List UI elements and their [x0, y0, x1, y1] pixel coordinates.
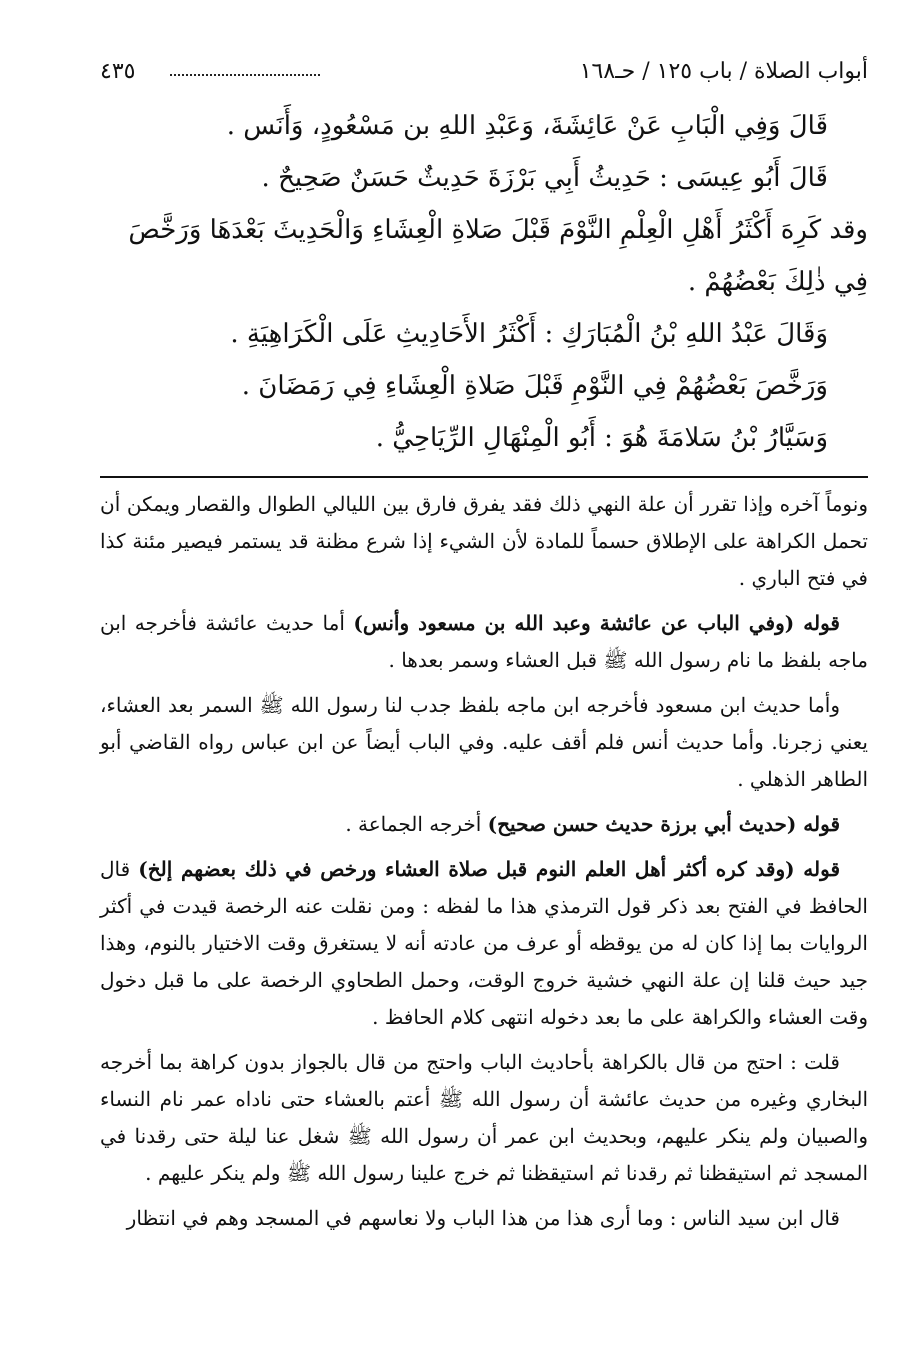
quoted-heading: قوله (حديث أبي برزة حديث حسن صحيح)	[487, 812, 840, 836]
commentary-paragraph-2	[100, 605, 868, 679]
commentary-paragraph-3: وأما حديث ابن مسعود فأخرجه ابن ماجه بلفظ جدب لنا رسول الله ﷺ السمر بعد العشاء، يعني زجرنا. وأما حديث أنس فلم أقف عليه. وفي الباب أيضاً عن ابن عباس رواه القاضي أبو الطاهر الذهلي .	[100, 693, 868, 791]
matn-line-6: وَسَيَّارُ بْنُ سَلامَةَ هُوَ : أَبُو الْمِنْهَالِ الرِّيَاحِيُّ .	[375, 423, 828, 453]
commentary-text	[100, 486, 868, 1245]
matn-line-1: قَالَ وَفِي الْبَابِ عَنْ عَائِشَةَ، وَعَبْدِ اللهِ بن مَسْعُودٍ، وَأَنَس .	[226, 111, 828, 141]
commentary-paragraph-7: قال ابن سيد الناس : وما أرى هذا من هذا الباب ولا نعاسهم في المسجد وهم في انتظار	[126, 1206, 840, 1230]
running-title: أبواب الصلاة / باب ١٢٥ / حـ١٦٨	[579, 59, 868, 84]
commentary-body: قال الحافظ في الفتح بعد ذكر قول الترمذي هذا ما لفظه : ومن نقلت عنه الرخصة قيدت في أكثر الروايات بما إذا كان له من يوقظه أو عرف من عادته أنه لا يستغرق وقت الاختيار بالنوم، وهذا جيد حيث قلنا إن علة النهي خشية خروج الوقت، وحمل الطحاوي الرخصة على ما قبل دخول وقت العشاء والكراهة على ما بعد دخوله انتهى كلام الحافظ .	[100, 857, 868, 1029]
matn-line-3: وقد كَرِهَ أَكْثَرُ أَهْلِ الْعِلْمِ النَّوْمَ قَبْلَ صَلاةِ الْعِشَاءِ وَالْحَدِيثَ بَعْدَهَا وَرَخَّصَ فِي ذٰلِكَ بَعْضُهُمْ .	[128, 215, 868, 297]
quoted-heading: قوله (وقد كره أكثر أهل العلم النوم قبل صلاة العشاء ورخص في ذلك بعضهم إلخ)	[138, 857, 841, 881]
matn-line-2: قَالَ أَبُو عِيسَى : حَدِيثُ أَبِي بَرْزَةَ حَدِيثٌ حَسَنٌ صَحِيحٌ .	[261, 163, 828, 193]
commentary-paragraph-6: قلت : احتج من قال بالكراهة بأحاديث الباب واحتج من قال بالجواز بدون كراهة بما أخرجه البخاري وغيره من حديث عائشة أن رسول الله ﷺ أعتم بالعشاء حتى ناداه عمر نام النساء والصبيان ولم ينكر عليهم، وبحديث ابن عمر أن رسول الله ﷺ شغل عنا ليلة حتى رقدنا في المسجد ثم استيقظنا ثم رقدنا ثم استيقظنا ثم خرج علينا رسول الله ﷺ ولم ينكر عليهم .	[100, 1050, 868, 1185]
footnote-divider	[100, 476, 868, 478]
header-leader-dots	[170, 74, 320, 76]
commentary-body: أخرجه الجماعة .	[345, 812, 488, 836]
matn-line-5: وَرَخَّصَ بَعْضُهُمْ فِي النَّوْمِ قَبْلَ صَلاةِ الْعِشَاءِ فِي رَمَضَانَ .	[241, 371, 828, 401]
quoted-heading: قوله (وفي الباب عن عائشة وعبد الله بن مسعود وأنس)	[353, 611, 840, 635]
page-header	[100, 52, 868, 92]
commentary-paragraph-5	[100, 851, 868, 1036]
matn-line-4: وَقَالَ عَبْدُ اللهِ بْنُ الْمُبَارَكِ : أَكْثَرُ الأَحَادِيثِ عَلَى الْكَرَاهِيَةِ .	[230, 319, 828, 349]
commentary-paragraph-4	[100, 806, 868, 843]
commentary-paragraph-1: ونوماً آخره وإذا تقرر أن علة النهي ذلك فقد يفرق فارق بين الليالي الطوال والقصار ويمكن أن تحمل الكراهة على الإطلاق حسماً للمادة لأن الشيء إذا شرع مظنة قد يستمر فيصير مئنة كذا في فتح الباري .	[100, 492, 868, 590]
hadith-text	[100, 100, 868, 464]
page-number: ٤٣٥	[100, 59, 136, 84]
commentary-body: أما حديث عائشة فأخرجه ابن ماجه بلفظ ما نام رسول الله ﷺ قبل العشاء وسمر بعدها .	[100, 611, 868, 672]
